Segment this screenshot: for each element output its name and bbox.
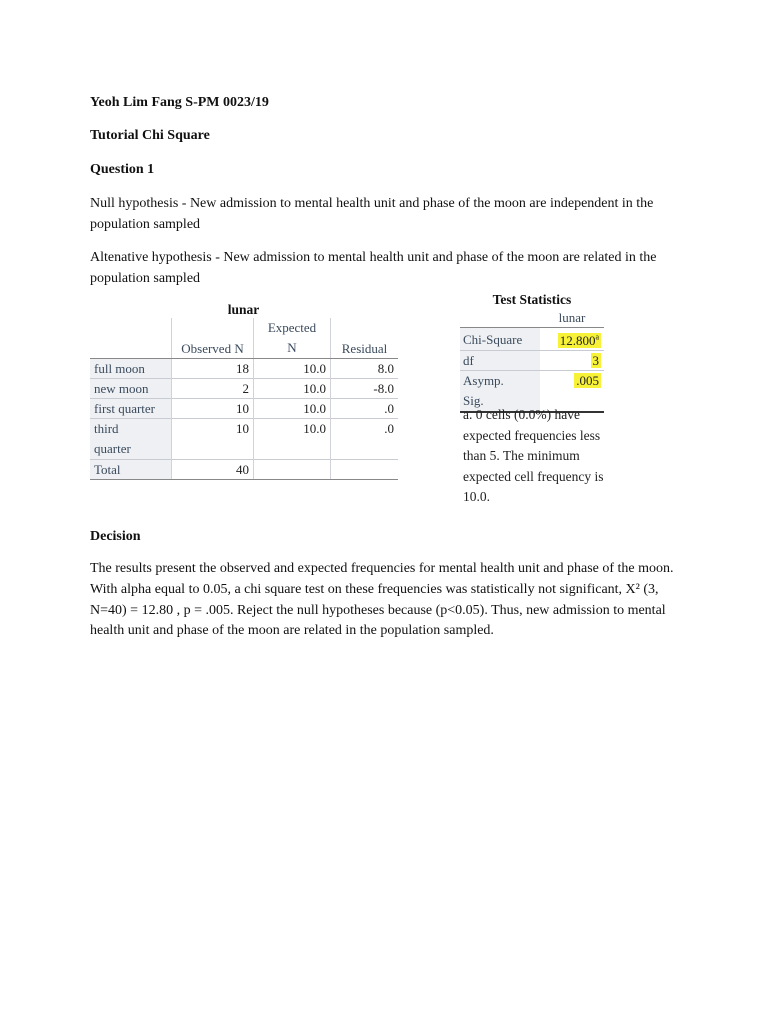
observed-cell: 40 bbox=[172, 460, 254, 480]
row-label: first quarter bbox=[90, 399, 172, 419]
test-statistics-footnote: a. 0 cells (0.0%) have expected frequencies less than 5. The minimum expected cell frequency is 10.0. bbox=[463, 407, 604, 504]
residual-cell: .0 bbox=[331, 419, 399, 460]
ts-value-cell bbox=[540, 328, 604, 351]
observed-cell: 18 bbox=[172, 359, 254, 379]
footnote-marker: a bbox=[595, 333, 599, 342]
residual-cell: -8.0 bbox=[331, 379, 399, 399]
decision-text: The results present the observed and expected frequencies for mental health unit and phase of the moon. With alpha equal to 0.05, a chi square test on these frequencies was statistically not significant, X² (3, N=40) = 12.80 , p = .005. Reject the null hypotheses because (p<0.05). Thus, new admission to mental health unit and phase of the moon are related in the population sampled. bbox=[90, 561, 674, 639]
expected-cell: 10.0 bbox=[254, 359, 331, 379]
ts-row-label-text: Asymp. Sig. bbox=[463, 373, 504, 409]
chi-square-value bbox=[558, 333, 601, 348]
observed-cell: 10 bbox=[172, 399, 254, 419]
ts-row-label: df bbox=[460, 351, 540, 371]
residual-cell: 8.0 bbox=[331, 359, 399, 379]
column-header-observed: Observed N bbox=[172, 318, 254, 359]
sig-value: .005 bbox=[576, 373, 599, 389]
ts-row-chi-square bbox=[460, 328, 604, 351]
expected-cell bbox=[254, 460, 331, 480]
question-heading: Question 1 bbox=[90, 162, 155, 177]
ts-header-blank bbox=[460, 308, 540, 328]
ts-row-df bbox=[460, 351, 604, 371]
row-label-text: third quarter bbox=[94, 421, 131, 456]
column-header-label bbox=[90, 318, 172, 359]
lunar-frequency-table bbox=[90, 318, 398, 480]
test-statistics-title: Test Statistics bbox=[492, 292, 572, 307]
residual-cell: .0 bbox=[331, 399, 399, 419]
subject-title: Tutorial Chi Square bbox=[90, 128, 210, 143]
test-statistics-table bbox=[460, 308, 604, 413]
column-header-expected-text: Expected N bbox=[267, 320, 317, 355]
row-label bbox=[90, 419, 172, 460]
residual-cell bbox=[331, 460, 399, 480]
table-row bbox=[90, 359, 398, 379]
null-hypothesis: Null hypothesis - New admission to mental health unit and phase of the moon are independent in the population sampled bbox=[90, 196, 654, 232]
ts-header-row bbox=[460, 308, 604, 328]
decision-heading: Decision bbox=[90, 529, 141, 544]
ts-row-label: Chi-Square bbox=[460, 328, 540, 351]
lunar-table-title: lunar bbox=[227, 302, 260, 317]
row-label: new moon bbox=[90, 379, 172, 399]
df-value: 3 bbox=[592, 353, 599, 369]
table-row-total bbox=[90, 460, 398, 480]
ts-column-header: lunar bbox=[540, 308, 604, 328]
table-header-row bbox=[90, 318, 398, 359]
alternative-hypothesis: Altenative hypothesis - New admission to mental health unit and phase of the moon are related in the population sampled bbox=[90, 250, 657, 286]
expected-cell: 10.0 bbox=[254, 399, 331, 419]
expected-cell: 10.0 bbox=[254, 379, 331, 399]
column-header-residual: Residual bbox=[331, 318, 399, 359]
row-label: full moon bbox=[90, 359, 172, 379]
chi-square-number: 12.800 bbox=[559, 333, 596, 349]
ts-value-cell bbox=[540, 351, 604, 371]
author-line: Yeoh Lim Fang S-PM 0023/19 bbox=[90, 95, 269, 110]
row-label: Total bbox=[90, 460, 172, 480]
table-row bbox=[90, 419, 398, 460]
observed-cell: 10 bbox=[172, 419, 254, 460]
table-row bbox=[90, 379, 398, 399]
observed-cell: 2 bbox=[172, 379, 254, 399]
table-row bbox=[90, 399, 398, 419]
expected-cell: 10.0 bbox=[254, 419, 331, 460]
column-header-expected bbox=[254, 318, 331, 359]
